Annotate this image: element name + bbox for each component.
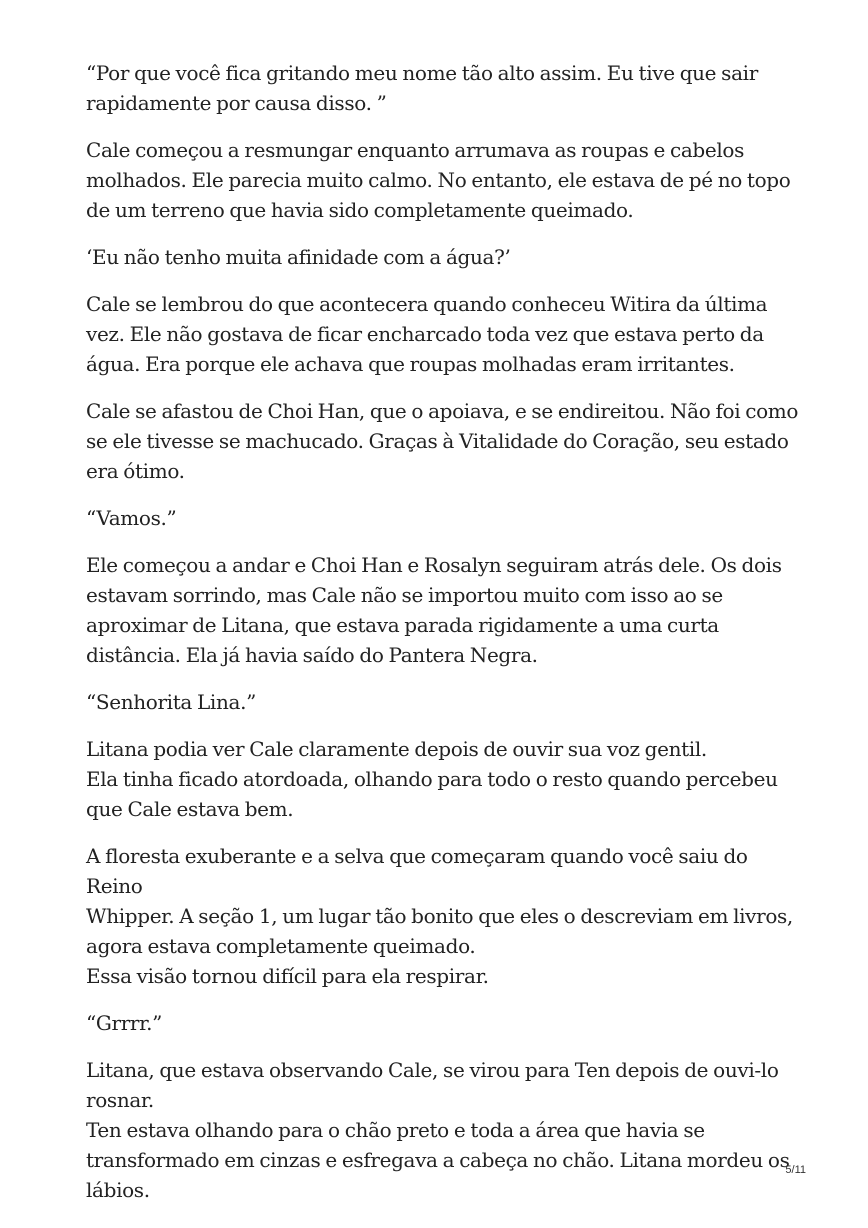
paragraph: A floresta exuberante e a selva que começaram quando você saiu do Reino Whipper. A seção 1, um lugar tão bonito que eles o descreviam em livros, agora estava completamente queimado. Essa visão tornou difícil para ela respirar. (86, 844, 793, 988)
paragraph: “Vamos.” (86, 506, 177, 530)
paragraph: Cale começou a resmungar enquanto arrumava as roupas e cabelos molhados. Ele parecia muito calmo. No entanto, ele estava de pé no topo de um terreno que havia sido completamente queimado. (86, 138, 791, 222)
page-number: 5/11 (785, 1164, 806, 1176)
paragraph: Ele começou a andar e Choi Han e Rosalyn seguiram atrás dele. Os dois estavam sorrindo, mas Cale não se importou muito com isso ao se aproximar de Litana, que estava parada rigidamente a uma curta distância. Ela já havia saído do Pantera Negra. (86, 553, 782, 667)
paragraph: “Por que você fica gritando meu nome tão alto assim. Eu tive que sair rapidamente por causa disso. ” (86, 61, 758, 115)
paragraph: Litana, que estava observando Cale, se virou para Ten depois de ouvi-lo rosnar. Ten estava olhando para o chão preto e toda a área que havia se transformado em cinzas e esfregava a cabeça no chão. Litana mordeu os lábios. (86, 1058, 790, 1202)
paragraph: Cale se afastou de Choi Han, que o apoiava, e se endireitou. Não foi como se ele tivesse se machucado. Graças à Vitalidade do Coração, seu estado era ótimo. (86, 399, 799, 483)
paragraph: ‘Eu não tenho muita afinidade com a água?’ (86, 245, 511, 269)
document-body (86, 58, 806, 1222)
paragraph: “Grrrr.” (86, 1011, 163, 1035)
paragraph: Litana podia ver Cale claramente depois de ouvir sua voz gentil. Ela tinha ficado atordoada, olhando para todo o resto quando percebeu que Cale estava bem. (86, 737, 778, 821)
paragraph: “Senhorita Lina.” (86, 690, 256, 714)
paragraph: Cale se lembrou do que acontecera quando conheceu Witira da última vez. Ele não gostava de ficar encharcado toda vez que estava perto da água. Era porque ele achava que roupas molhadas eram irritantes. (86, 292, 768, 376)
